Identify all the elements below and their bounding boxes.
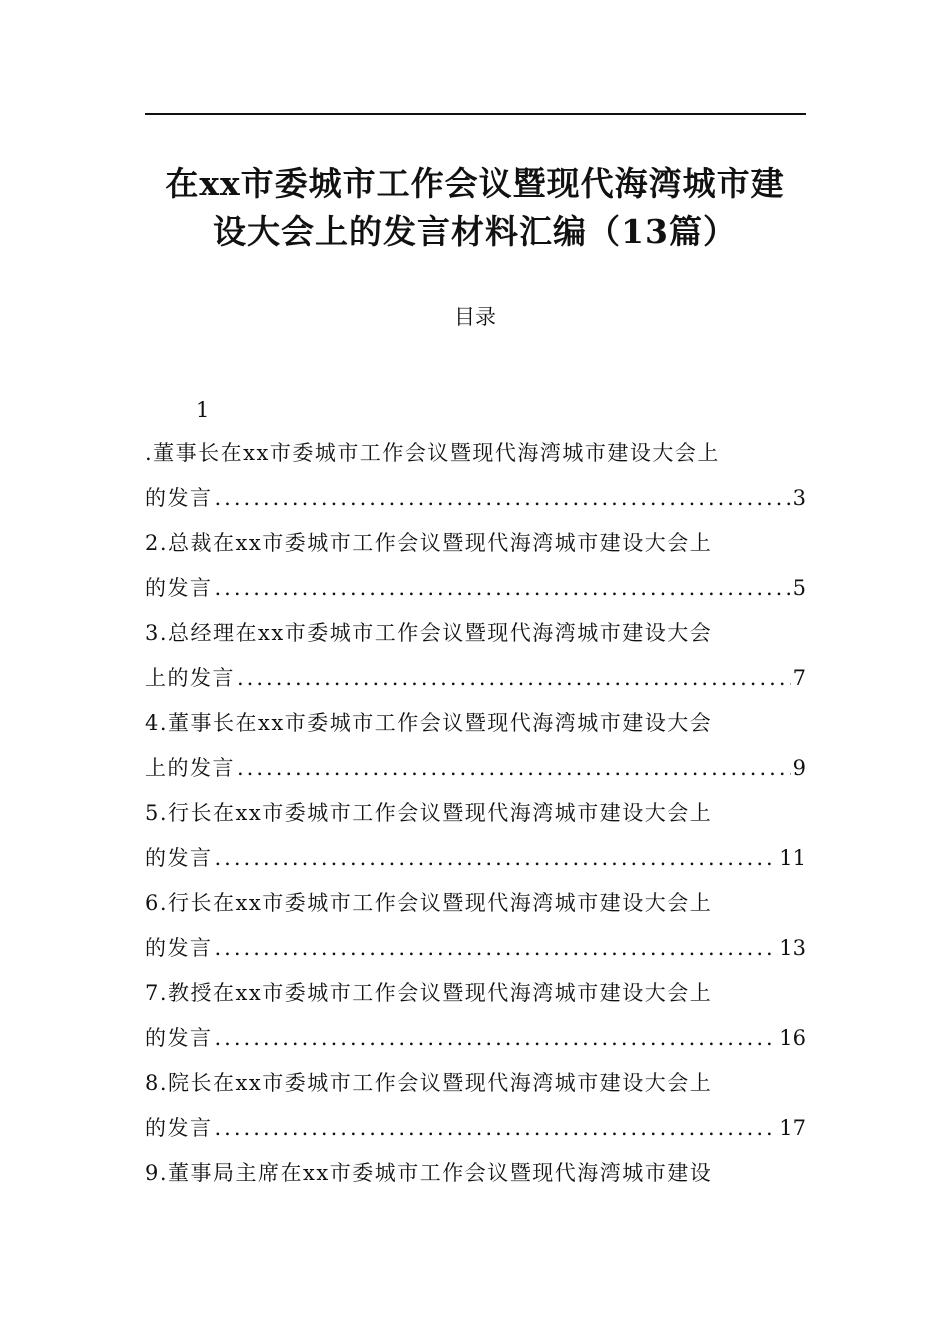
toc-item-title-cont: 的发言 (145, 846, 213, 870)
toc-item-leader-line (145, 1110, 806, 1155)
toc-item-leader-line (145, 930, 806, 975)
toc-item-title: .董事长在xx市委城市工作会议暨现代海湾城市建设大会上 (145, 441, 720, 465)
toc-item-title: 3.总经理在xx市委城市工作会议暨现代海湾城市建设大会 (145, 621, 713, 645)
toc-dot-leader (215, 1020, 778, 1056)
toc-first-number: 1 (196, 398, 210, 422)
toc-item-title-cont: 的发言 (145, 576, 213, 600)
toc-dot-leader (215, 840, 778, 876)
toc-item-leader-line (145, 480, 806, 525)
toc-dot-leader (215, 480, 791, 516)
toc-item-leader-line (145, 660, 806, 705)
toc-dot-leader (215, 570, 791, 606)
toc-item-title: 2.总裁在xx市委城市工作会议暨现代海湾城市建设大会上 (145, 531, 713, 555)
toc-page-number: 17 (779, 1116, 806, 1140)
toc-item[interactable] (145, 795, 806, 885)
toc-heading: 目录 (454, 305, 496, 329)
toc-item[interactable] (145, 885, 806, 975)
toc-item-title: 6.行长在xx市委城市工作会议暨现代海湾城市建设大会上 (145, 891, 713, 915)
table-of-contents (145, 435, 806, 1200)
toc-item[interactable] (145, 975, 806, 1065)
toc-dot-leader (215, 1110, 778, 1146)
toc-item-title: 4.董事长在xx市委城市工作会议暨现代海湾城市建设大会 (145, 711, 713, 735)
header-rule (145, 113, 806, 115)
toc-page-number: 16 (779, 1026, 806, 1050)
toc-item-leader-line (145, 750, 806, 795)
toc-page-number: 3 (792, 486, 806, 510)
toc-page-number: 9 (792, 756, 806, 780)
toc-item[interactable] (145, 705, 806, 795)
toc-item-title-cont: 的发言 (145, 1026, 213, 1050)
title-line-1: 在xx市委城市工作会议暨现代海湾城市建 (165, 164, 785, 203)
title-line-2: 设大会上的发言材料汇编（13篇） (213, 212, 737, 251)
toc-dot-leader (237, 660, 791, 696)
document-title (100, 160, 850, 256)
toc-item-leader-line (145, 570, 806, 615)
toc-page-number: 11 (779, 846, 806, 870)
toc-item-title-cont: 上的发言 (145, 666, 235, 690)
toc-item[interactable] (145, 1155, 806, 1200)
toc-page-number: 7 (792, 666, 806, 690)
toc-item-title-cont: 上的发言 (145, 756, 235, 780)
toc-item-title: 8.院长在xx市委城市工作会议暨现代海湾城市建设大会上 (145, 1071, 713, 1095)
toc-dot-leader (215, 930, 778, 966)
toc-item-leader-line (145, 1020, 806, 1065)
toc-item-title-cont: 的发言 (145, 936, 213, 960)
toc-item-leader-line (145, 840, 806, 885)
toc-item-title-cont: 的发言 (145, 1116, 213, 1140)
toc-item[interactable] (145, 1065, 806, 1155)
toc-item[interactable] (145, 435, 806, 525)
toc-item-title: 7.教授在xx市委城市工作会议暨现代海湾城市建设大会上 (145, 981, 713, 1005)
toc-item-title: 5.行长在xx市委城市工作会议暨现代海湾城市建设大会上 (145, 801, 713, 825)
toc-item[interactable] (145, 525, 806, 615)
toc-item-title-cont: 的发言 (145, 486, 213, 510)
toc-page-number: 5 (792, 576, 806, 600)
toc-dot-leader (237, 750, 791, 786)
toc-page-number: 13 (779, 936, 806, 960)
toc-item-title: 9.董事局主席在xx市委城市工作会议暨现代海湾城市建设 (145, 1161, 713, 1185)
toc-item[interactable] (145, 615, 806, 705)
